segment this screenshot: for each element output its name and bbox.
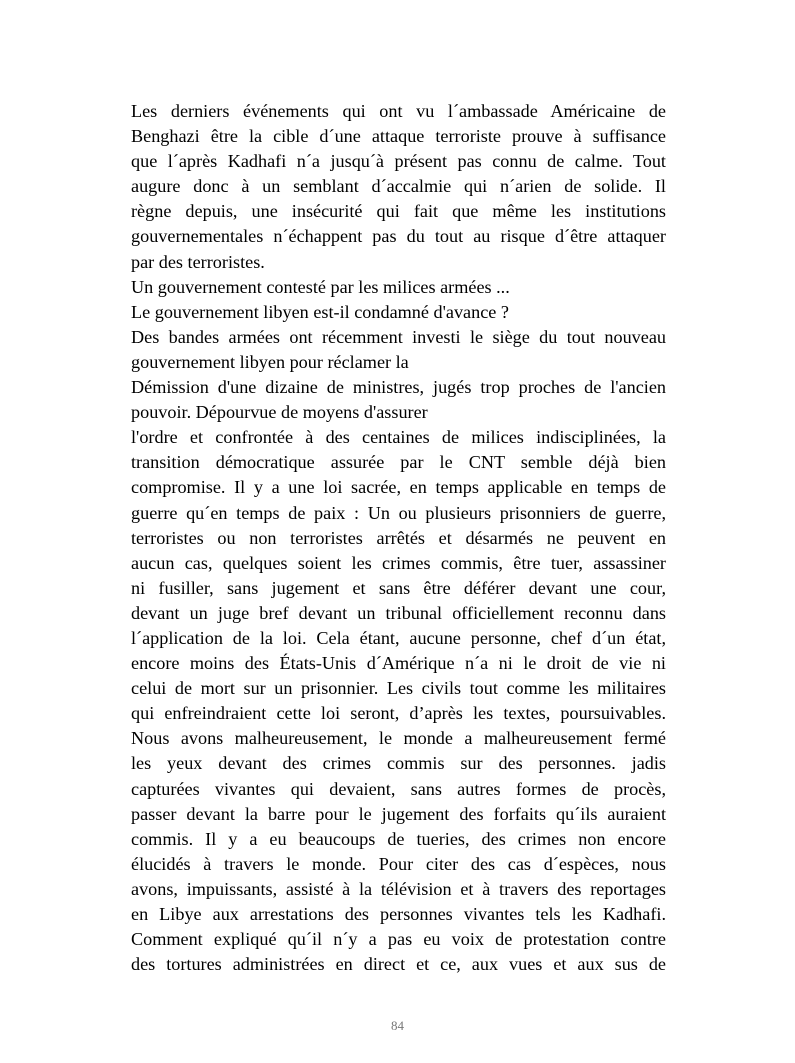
text-line: Le gouvernement libyen est-il condamné d'avance ? [131,301,509,322]
text-line: devant un juge bref devant un tribunal officiellement reconnu dans [131,602,666,623]
text-line: aucun cas, quelques soient les crimes commis, être tuer, assassiner [131,552,666,573]
text-line: en Libye aux arrestations des personnes vivantes tels les Kadhafi. [131,904,666,924]
text-line: passer devant la barre pour le jugement des forfaits qu´ils auraient [131,803,666,824]
text-line: augure donc à un semblant d´accalmie qui n´arien de solide. Il [131,176,666,197]
text-line: capturées vivantes qui devaient, sans autres formes de procès, [131,778,666,799]
text-line: guerre qu´en temps de paix : Un ou plusieurs prisonniers de guerre, [131,502,666,523]
text-line: compromise. Il y a une loi sacrée, en temps applicable en temps de [131,477,666,498]
text-line: ni fusiller, sans jugement et sans être déférer devant une cour, [131,577,666,598]
text-line: l´application de la loi. Cela étant, aucune personne, chef d´un état, [131,627,666,648]
text-line: l'ordre et confrontée à des centaines de milices indisciplinées, la [131,427,666,448]
text-line: Benghazi être la cible d´une attaque terroriste prouve à suffisance [131,126,666,147]
body-text [131,99,666,977]
text-line: des tortures administrées en direct et ce, aux vues et aux sus de [131,954,666,975]
text-line: Un gouvernement contesté par les milices armées ... [131,276,510,297]
text-line: transition démocratique assurée par le CNT semble déjà bien [131,452,666,473]
text-line: encore moins des États-Unis d´Amérique n´a ni le droit de vie ni [131,653,666,674]
text-line: commis. Il y a eu beaucoups de tueries, des crimes non encore [131,828,666,849]
text-line: élucidés à travers le monde. Pour citer des cas d´espèces, nous [131,853,666,874]
page-number: 84 [391,1018,404,1033]
text-line: Nous avons malheureusement, le monde a malheureusement fermé [131,728,666,749]
text-line: règne depuis, une insécurité qui fait que même les institutions [131,201,666,222]
text-line: Démission d'une dizaine de ministres, jugés trop proches de l'ancien [131,377,666,398]
text-line: pouvoir. Dépourvue de moyens d'assurer [131,402,428,423]
text-line: celui de mort sur un prisonnier. Les civils tout comme les militaires [131,678,666,699]
text-line: par des terroristes. [131,251,265,272]
text-line: Comment expliqué qu´il n´y a pas eu voix de protestation contre [131,929,666,950]
text-line: Les derniers événements qui ont vu l´ambassade Américaine de [131,101,666,121]
text-line: que l´après Kadhafi n´a jusqu´à présent pas connu de calme. Tout [131,151,666,172]
text-line: gouvernement libyen pour réclamer la [131,351,409,372]
text-line: terroristes ou non terroristes arrêtés et désarmés ne peuvent en [131,527,666,548]
text-line: Des bandes armées ont récemment investi le siège du tout nouveau [131,326,666,347]
text-line: les yeux devant des crimes commis sur des personnes. jadis [131,753,666,774]
text-line: avons, impuissants, assisté à la télévision et à travers des reportages [131,878,666,899]
text-line: qui enfreindraient cette loi seront, d’après les textes, poursuivables. [131,703,666,724]
text-line: gouvernementales n´échappent pas du tout au risque d´être attaquer [131,226,666,247]
